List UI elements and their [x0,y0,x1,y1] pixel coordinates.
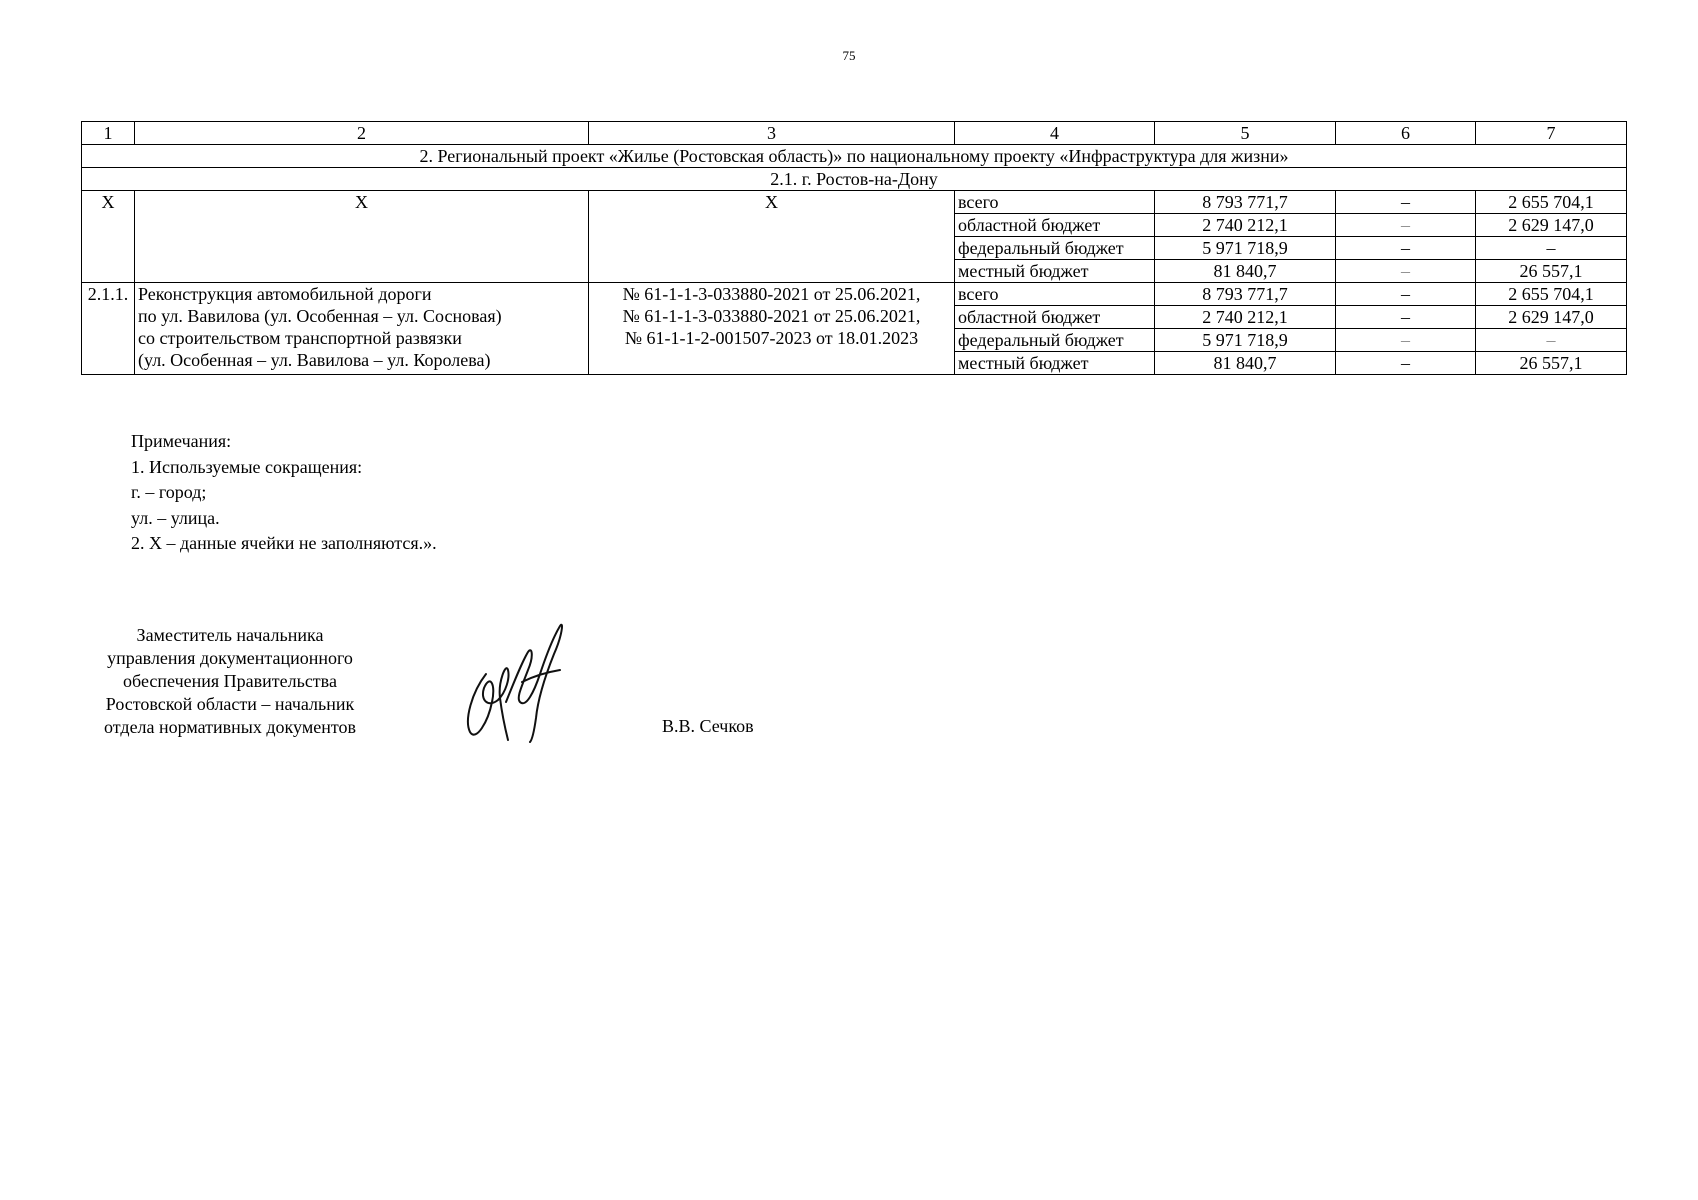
note-line: 1. Используемые сокращения: [131,456,363,477]
document-line: № 61-1-1-3-033880-2021 от 25.06.2021, [622,306,921,326]
funding-source: федеральный бюджет [955,237,1155,260]
value-col6: – [1336,237,1476,260]
handwritten-signature [462,622,582,744]
item-row [82,283,1627,306]
item-number: 2.1.1. [82,283,135,375]
table-header-row [82,122,1627,145]
page-number: 75 [842,48,856,63]
item-name-line: со строительством транспортной развязки [138,328,462,348]
value-col6: – [1336,214,1476,237]
item-documents [589,283,955,375]
document-line: № 61-1-1-3-033880-2021 от 25.06.2021, [622,284,921,304]
position-line: обеспечения Правительства [123,671,337,691]
summary-col1: Х [82,191,135,283]
subsection-title: 2.1. г. Ростов-на-Дону [82,168,1627,191]
signatory-position [80,624,380,739]
value-col5: 81 840,7 [1155,352,1336,375]
notes-heading: Примечания: [131,431,232,451]
subsection-row [82,168,1627,191]
section-title: 2. Региональный проект «Жилье (Ростовская область)» по национальному проекту «Инфраструктура для жизни» [82,145,1627,168]
value-col5: 2 740 212,1 [1155,306,1336,329]
position-line: Ростовской области – начальник [105,694,355,714]
value-col6: – [1336,283,1476,306]
value-col7: 2 629 147,0 [1476,214,1627,237]
notes-block [131,429,437,557]
position-line: отдела нормативных документов [104,717,356,737]
column-header: 2 [135,122,589,145]
document-line: № 61-1-1-2-001507-2023 от 18.01.2023 [624,328,919,348]
value-col6: – [1336,352,1476,375]
funding-source: всего [955,283,1155,306]
funding-source: федеральный бюджет [955,329,1155,352]
value-col5: 2 740 212,1 [1155,214,1336,237]
value-col5: 5 971 718,9 [1155,329,1336,352]
column-header: 7 [1476,122,1627,145]
funding-source: областной бюджет [955,306,1155,329]
value-col5: 81 840,7 [1155,260,1336,283]
item-name [135,283,589,375]
signatory-name: В.В. Сечков [662,716,754,736]
value-col5: 5 971 718,9 [1155,237,1336,260]
column-header: 4 [955,122,1155,145]
value-col7: 2 655 704,1 [1476,191,1627,214]
financing-table [81,121,1627,375]
position-line: Заместитель начальника [136,625,324,645]
item-name-line: по ул. Вавилова (ул. Особенная – ул. Сосновая) [138,306,502,326]
position-line: управления документационного [107,648,353,668]
value-col7: 26 557,1 [1476,260,1627,283]
note-line: ул. – улица. [131,507,220,528]
section-row [82,145,1627,168]
value-col6: – [1336,329,1476,352]
note-line: г. – город; [131,482,207,502]
funding-source: областной бюджет [955,214,1155,237]
value-col7: – [1476,237,1627,260]
funding-source: всего [955,191,1155,214]
value-col6: – [1336,260,1476,283]
funding-source: местный бюджет [955,352,1155,375]
column-header: 3 [589,122,955,145]
value-col6: – [1336,191,1476,214]
value-col7: 2 629 147,0 [1476,306,1627,329]
column-header: 6 [1336,122,1476,145]
value-col7: – [1476,329,1627,352]
funding-source: местный бюджет [955,260,1155,283]
summary-col3: Х [589,191,955,283]
note-line: 2. Х – данные ячейки не заполняются.». [131,533,437,553]
item-name-line: (ул. Особенная – ул. Вавилова – ул. Королева) [138,350,491,370]
value-col5: 8 793 771,7 [1155,191,1336,214]
value-col6: – [1336,306,1476,329]
value-col7: 2 655 704,1 [1476,283,1627,306]
value-col5: 8 793 771,7 [1155,283,1336,306]
value-col7: 26 557,1 [1476,352,1627,375]
column-header: 5 [1155,122,1336,145]
column-header: 1 [82,122,135,145]
item-name-line: Реконструкция автомобильной дороги [138,284,432,304]
summary-row [82,191,1627,214]
summary-col2: Х [135,191,589,283]
